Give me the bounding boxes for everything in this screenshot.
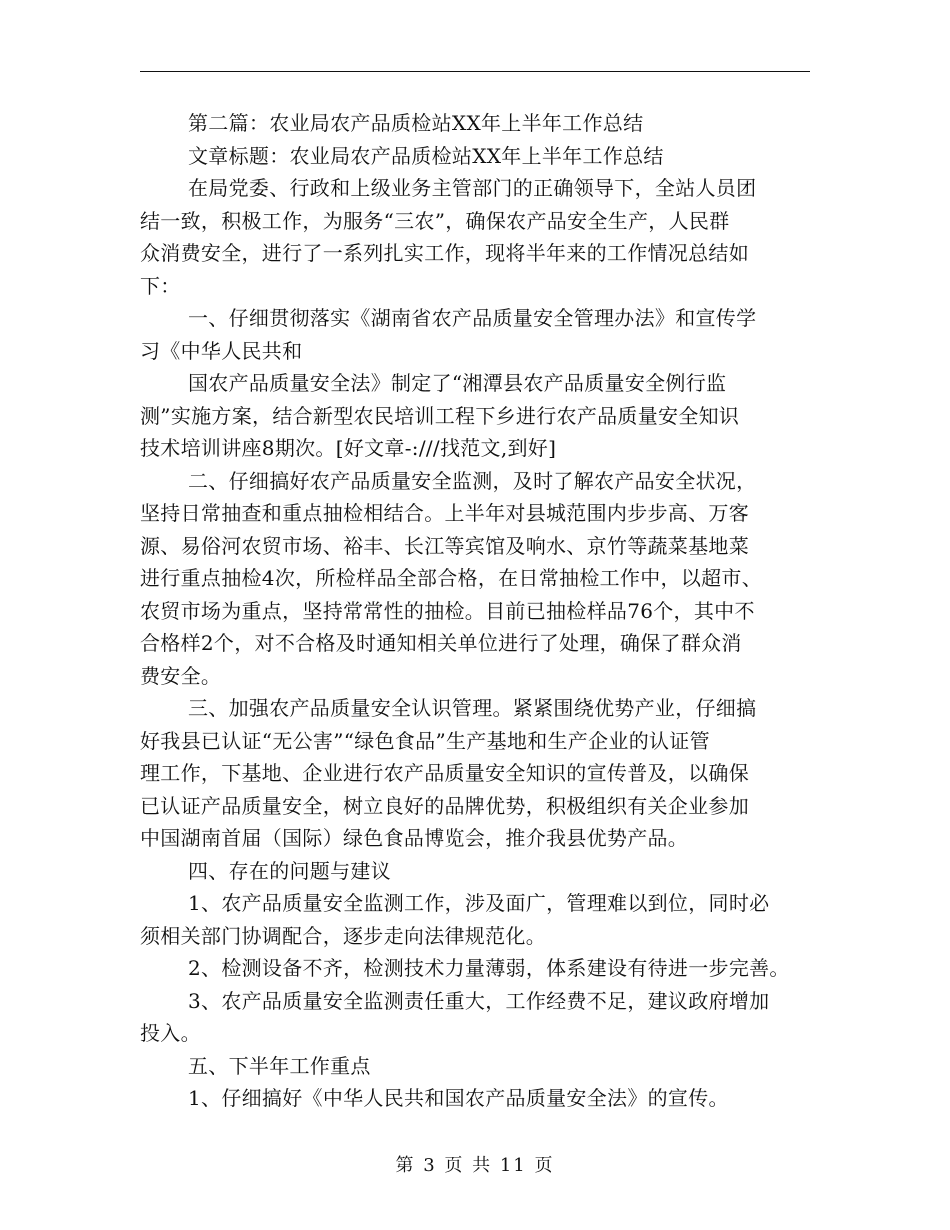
text-line: 测”实施方案，结合新型农民培训工程下乡进行农产品质量安全知识 <box>140 403 740 428</box>
text-line: 2、检测设备不齐，检测技术力量薄弱，体系建设有待进一步完善。 <box>188 956 790 980</box>
text-line: 坚持日常抽查和重点抽检相结合。上半年对县城范围内步步高、万客 <box>140 501 749 525</box>
text-line: 众消费安全，进行了一系列扎实工作，现将半年来的工作情况总结如 <box>140 241 749 265</box>
text-line: 习《中华人民共和 <box>140 338 303 363</box>
text-line: 1、农产品质量安全监测工作，涉及面广，管理难以到位，同时必 <box>188 891 770 915</box>
page-footer: 第 3 页 共 11 页 <box>395 1155 555 1176</box>
text-line: 中国湖南首届（国际）绿色食品博览会，推介我县优势产品。 <box>140 826 689 850</box>
text-line: 在局党委、行政和上级业务主管部门的正确领导下，全站人员团 <box>188 176 757 200</box>
text-line: 二、仔细搞好农产品质量安全监测，及时了解农产品安全状况， <box>188 468 757 493</box>
text-line: 1、仔细搞好《中华人民共和国农产品质量安全法》的宣传。 <box>188 1086 729 1110</box>
text-line: 三、加强农产品质量安全认识管理。紧紧围绕优势产业，仔细搞 <box>188 696 757 720</box>
text-line: 理工作，下基地、企业进行农产品质量安全知识的宣传普及，以确保 <box>140 761 749 785</box>
text-line: 四、存在的问题与建议 <box>188 858 391 883</box>
document-body <box>140 107 812 1115</box>
text-line: 五、下半年工作重点 <box>188 1053 371 1078</box>
text-line: 一、仔细贯彻落实《湖南省农产品质量安全管理办法》和宣传学 <box>188 306 757 330</box>
text-line: 源、易俗河农贸市场、裕丰、长江等宾馆及响水、京竹等蔬菜基地菜 <box>140 533 749 558</box>
text-line: 下： <box>140 273 181 298</box>
text-line: 国农产品质量安全法》制定了“湘潭县农产品质量安全例行监 <box>188 371 727 395</box>
text-line: 结一致，积极工作，为服务“三农”，确保农产品安全生产，人民群 <box>140 208 730 233</box>
text-line: 3、农产品质量安全监测责任重大，工作经费不足，建议政府增加 <box>188 988 770 1013</box>
text-line: 合格样2个，对不合格及时通知相关单位进行了处理，确保了群众消 <box>140 631 742 655</box>
text-line: 第二篇：农业局农产品质检站XX年上半年工作总结 <box>188 111 644 135</box>
text-line: 技术培训讲座8期次。[好文章-:///找范文,到好] <box>140 436 557 460</box>
text-line: 进行重点抽检4次，所检样品全部合格，在日常抽检工作中，以超市、 <box>140 566 763 590</box>
text-line: 文章标题：农业局农产品质检站XX年上半年工作总结 <box>188 143 664 168</box>
text-line: 已认证产品质量安全，树立良好的品牌优势，积极组织有关企业参加 <box>140 793 749 818</box>
text-line: 农贸市场为重点，坚持常常性的抽检。目前已抽检样品76个，其中不 <box>140 598 755 623</box>
text-line: 费安全。 <box>140 663 222 688</box>
header-rule <box>140 71 810 72</box>
text-line: 投入。 <box>140 1021 201 1045</box>
text-line: 须相关部门协调配合，逐步走向法律规范化。 <box>140 923 546 948</box>
text-line: 好我县已认证“无公害”“绿色食品”生产基地和生产企业的认证管 <box>140 728 710 753</box>
